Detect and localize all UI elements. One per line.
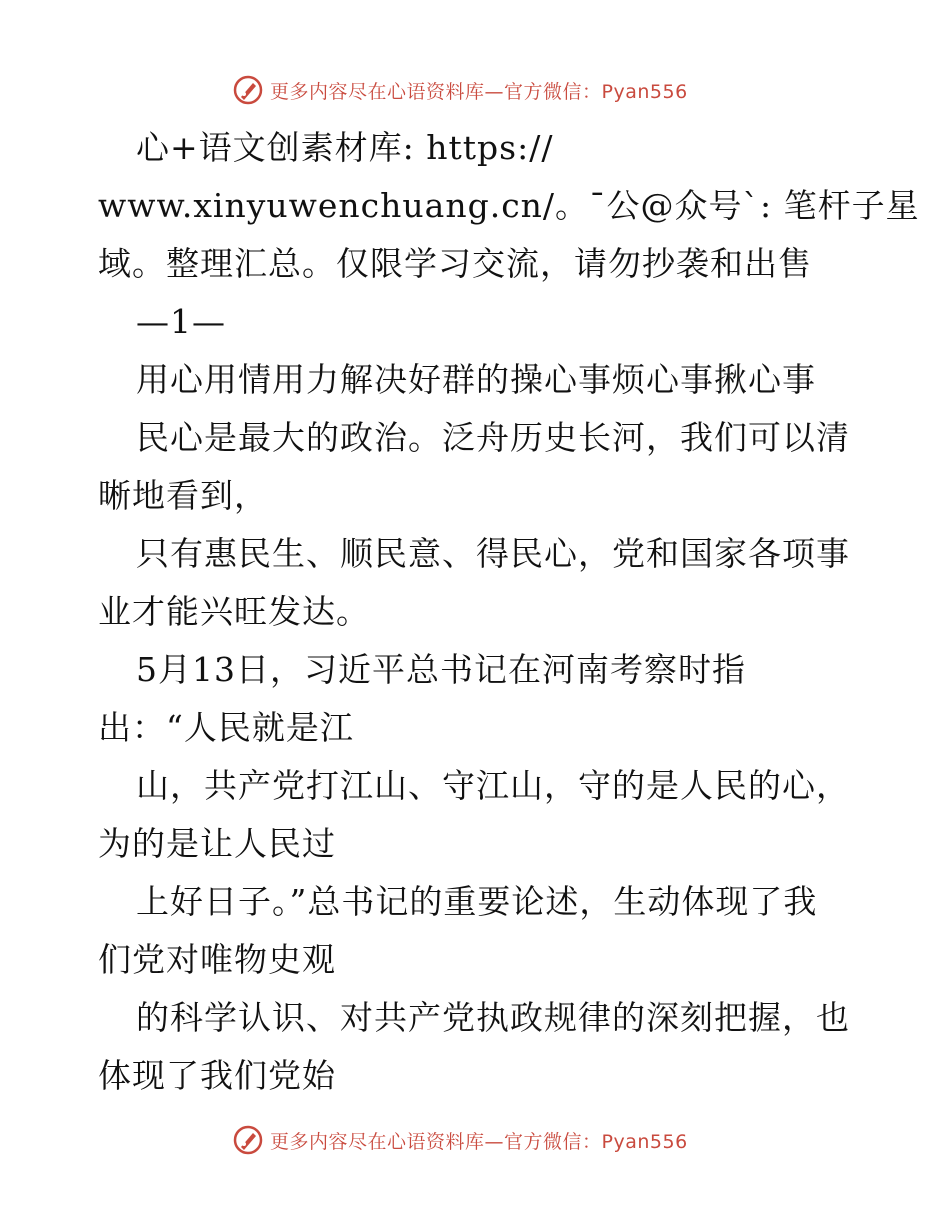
text-line: 出：“人民就是江: [98, 708, 354, 747]
text-line: 域。整理汇总。仅限学习交流，请勿抄袭和出售: [98, 244, 812, 283]
pen-logo-icon: [232, 1124, 264, 1156]
watermark-text: 更多内容尽在心语资料库—官方微信：Pyan556: [270, 80, 688, 103]
text-line: 业才能兴旺发达。: [98, 592, 370, 631]
text-line: 体现了我们党始: [98, 1056, 336, 1095]
text-line: 民心是最大的政治。泛舟历史长河，我们可以清: [136, 418, 850, 457]
text-line: 上好日子。”总书记的重要论述，生动体现了我: [136, 882, 818, 921]
watermark-text: 更多内容尽在心语资料库—官方微信：Pyan556: [270, 1130, 688, 1153]
text-line: www.xinyuwenchuang.cn/。¯公@众号`: 笔杆子星: [98, 186, 920, 225]
text-line: 只有惠民生、顺民意、得民心，党和国家各项事: [136, 534, 850, 573]
page-number: —1—: [136, 302, 226, 341]
text-line: 山，共产党打江山、守江山，守的是人民的心，: [136, 766, 850, 805]
article-title: 用心用情用力解决好群的操心事烦心事揪心事: [136, 360, 816, 399]
text-line: 们党对唯物史观: [98, 940, 336, 979]
header-watermark-banner: [232, 72, 712, 108]
pen-logo-icon: [232, 74, 264, 106]
text-line: 5月13日，习近平总书记在河南考察时指: [136, 650, 746, 689]
text-line: 的科学认识、对共产党执政规律的深刻把握，也: [136, 998, 850, 1037]
text-line: 晰地看到，: [98, 476, 268, 515]
footer-watermark-banner: [232, 1122, 712, 1158]
text-line: 心+语文创素材库: https://: [136, 128, 554, 167]
text-line: 为的是让人民过: [98, 824, 336, 863]
